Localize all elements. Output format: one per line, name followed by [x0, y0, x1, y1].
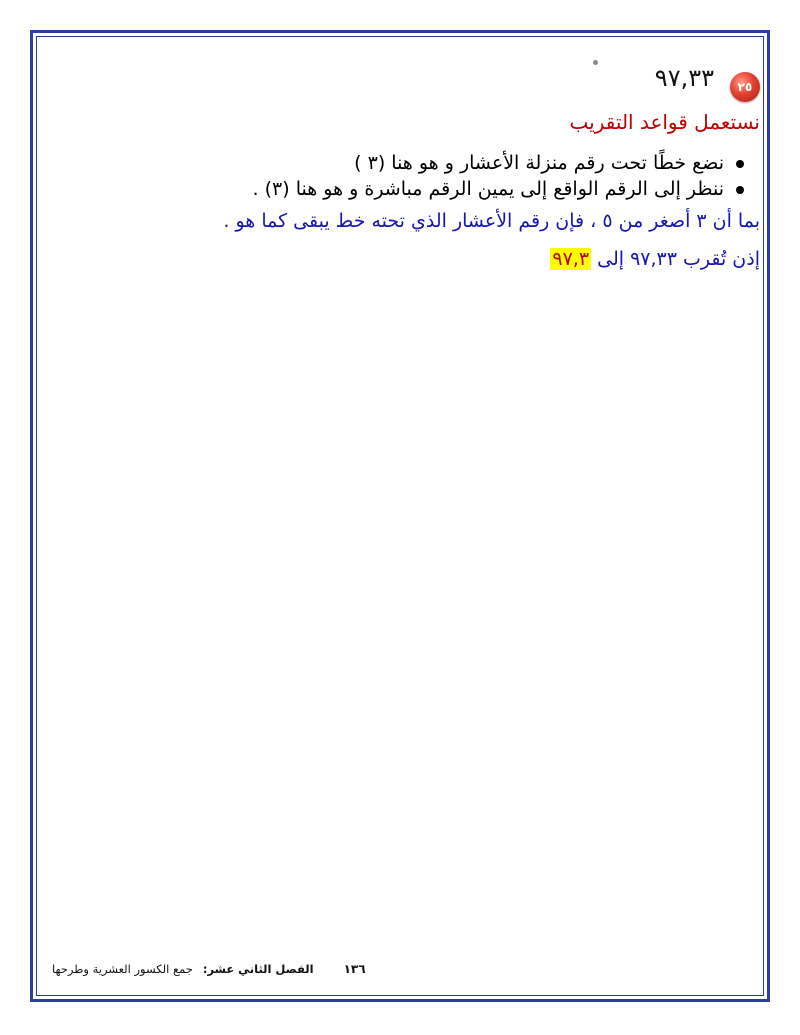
- rule-text: ننظر إلى الرقم الواقع إلى يمين الرقم مباشرة و هو هنا (٣) .: [252, 178, 724, 200]
- rules-list: [40, 150, 760, 202]
- page-number: ١٣٦: [343, 962, 366, 976]
- section-heading: نستعمل قواعد التقريب: [569, 110, 760, 134]
- result-answer: ٩٧,٣: [552, 248, 590, 270]
- bullet-icon: [736, 186, 744, 194]
- conclusion-text: بما أن ٣ أصغر من ٥ ، فإن رقم الأعشار الذي تحته خط يبقى كما هو .: [223, 210, 760, 232]
- result-line: [40, 246, 760, 272]
- list-item: [40, 176, 724, 202]
- problem-badge-number: ٢٥: [737, 80, 753, 94]
- dot-icon: [593, 60, 598, 65]
- chapter-title: الفصل الثاني عشر:: [202, 962, 314, 976]
- page-content: [40, 58, 760, 272]
- problem-header: [40, 58, 760, 108]
- bullet-icon: [736, 160, 744, 168]
- chapter-topic: جمع الكسور العشرية وطرحها: [52, 962, 193, 976]
- page-footer: [52, 962, 366, 976]
- list-item: [40, 150, 724, 176]
- problem-badge: [730, 72, 760, 102]
- problem-number: ٩٧,٣٣: [654, 64, 714, 92]
- result-prefix: إذن تُقرب ٩٧,٣٣ إلى: [597, 248, 760, 270]
- rule-text: نضع خطًا تحت رقم منزلة الأعشار و هو هنا (٣ ): [354, 152, 724, 174]
